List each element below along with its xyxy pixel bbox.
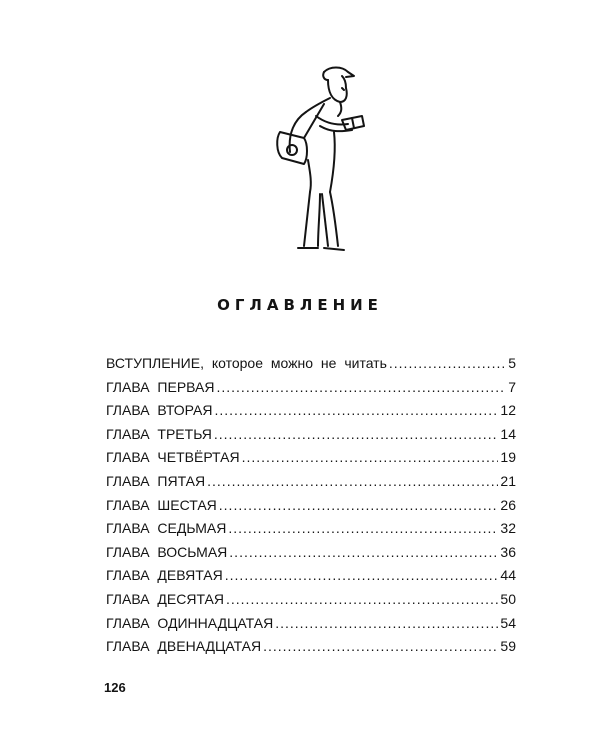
toc-entry-page: 44 bbox=[500, 567, 516, 584]
toc-entry bbox=[106, 376, 516, 400]
toc-entry-label: ГЛАВА ДЕСЯТАЯ bbox=[106, 590, 224, 607]
toc-entry-label: ГЛАВА ПЕРВАЯ bbox=[106, 378, 215, 395]
toc-entry-page: 19 bbox=[500, 449, 516, 466]
toc-entry bbox=[106, 494, 516, 518]
toc-entry-label: ГЛАВА ДВЕНАДЦАТАЯ bbox=[106, 638, 262, 655]
toc-entry bbox=[106, 423, 516, 447]
dot-leader bbox=[389, 352, 506, 376]
dot-leader bbox=[275, 612, 498, 636]
toc-entry-page: 5 bbox=[508, 355, 516, 371]
toc-list bbox=[106, 352, 516, 659]
toc-entry-page: 14 bbox=[500, 425, 516, 442]
dot-leader bbox=[219, 494, 499, 518]
toc-entry bbox=[106, 470, 516, 494]
toc-entry-page: 21 bbox=[500, 472, 516, 489]
toc-entry bbox=[106, 588, 516, 612]
toc-entry bbox=[106, 517, 516, 541]
toc-entry-page: 54 bbox=[500, 614, 516, 631]
toc-entry-label: ГЛАВА СЕДЬМАЯ bbox=[106, 520, 227, 537]
toc-entry-page: 50 bbox=[500, 590, 516, 607]
man-reading-illustration bbox=[258, 60, 378, 260]
dot-leader bbox=[228, 517, 498, 541]
dot-leader bbox=[214, 399, 498, 423]
toc-entry-label: ГЛАВА ДЕВЯТАЯ bbox=[106, 567, 223, 584]
toc-entry-page: 32 bbox=[500, 520, 516, 537]
toc-entry-label: ГЛАВА ПЯТАЯ bbox=[106, 472, 206, 489]
toc-entry bbox=[106, 635, 516, 659]
toc-entry-page: 7 bbox=[508, 378, 516, 395]
toc-title: ОГЛАВЛЕНИЕ bbox=[217, 296, 383, 314]
toc-entry-label: ГЛАВА ЧЕТВЁРТАЯ bbox=[106, 449, 240, 466]
toc-entry-label: ГЛАВА ВОСЬМАЯ bbox=[106, 543, 228, 560]
toc-entry bbox=[106, 352, 516, 376]
toc-entry-label: ГЛАВА ШЕСТАЯ bbox=[106, 496, 217, 513]
dot-leader bbox=[263, 635, 498, 659]
toc-entry bbox=[106, 541, 516, 565]
dot-leader bbox=[229, 541, 498, 565]
toc-entry-page: 12 bbox=[500, 402, 516, 419]
dot-leader bbox=[214, 423, 499, 447]
toc-entry-label: ГЛАВА ОДИННАДЦАТАЯ bbox=[106, 614, 274, 631]
toc-entry-page: 26 bbox=[500, 496, 516, 513]
dot-leader bbox=[226, 588, 498, 612]
toc-entry bbox=[106, 399, 516, 423]
dot-leader bbox=[207, 470, 498, 494]
toc-entry bbox=[106, 564, 516, 588]
toc-entry-page: 36 bbox=[500, 543, 516, 560]
toc-entry-page: 59 bbox=[500, 638, 516, 655]
toc-entry-label: ГЛАВА ВТОРАЯ bbox=[106, 402, 213, 419]
toc-entry bbox=[106, 612, 516, 636]
toc-entry-label: ГЛАВА ТРЕТЬЯ bbox=[106, 425, 212, 442]
toc-entry bbox=[106, 446, 516, 470]
dot-leader bbox=[216, 376, 506, 400]
page-number: 126 bbox=[104, 680, 126, 695]
dot-leader bbox=[225, 564, 499, 588]
dot-leader bbox=[242, 446, 499, 470]
toc-entry-label: ВСТУПЛЕНИЕ, которое можно не читать bbox=[106, 355, 387, 371]
